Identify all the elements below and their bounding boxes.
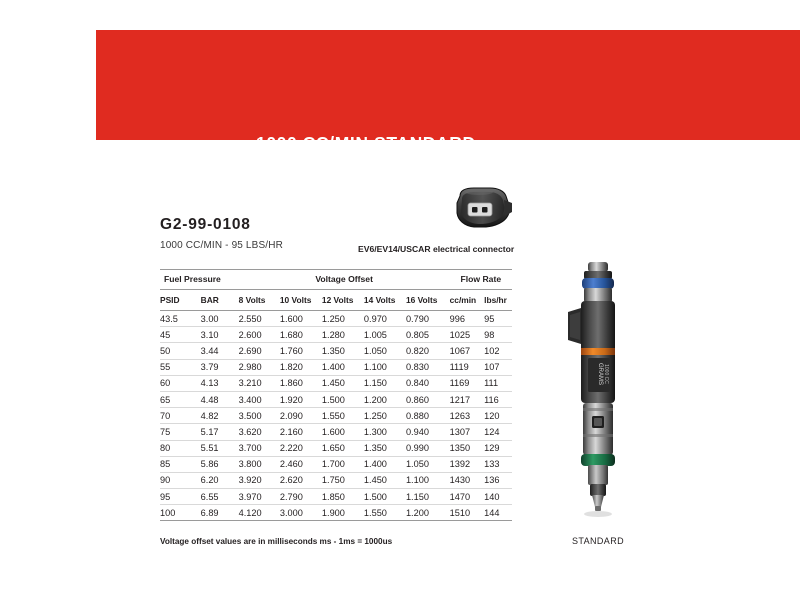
cell-bar: 4.48 — [199, 391, 239, 407]
cell-12v: 1.400 — [322, 359, 364, 375]
cell-lbshr: 129 — [484, 440, 512, 456]
cell-8v: 3.620 — [239, 424, 280, 440]
cell-ccmin: 1392 — [450, 456, 485, 472]
cell-psid: 85 — [160, 456, 199, 472]
cell-8v: 3.210 — [239, 375, 280, 391]
column-header-ccmin: cc/min — [450, 290, 485, 311]
cell-10v: 1.600 — [280, 311, 322, 327]
cell-psid: 95 — [160, 489, 199, 505]
table-row — [160, 391, 512, 407]
cell-10v: 1.760 — [280, 343, 322, 359]
cell-bar: 5.17 — [199, 424, 239, 440]
cell-8v: 3.800 — [239, 456, 280, 472]
cell-psid: 90 — [160, 472, 199, 488]
page-title: 1000 CC/MIN STANDARD — [256, 133, 476, 153]
cell-14v: 1.400 — [364, 456, 406, 472]
cell-ccmin: 1169 — [450, 375, 485, 391]
cell-bar: 5.86 — [199, 456, 239, 472]
cell-12v: 1.650 — [322, 440, 364, 456]
table-row — [160, 311, 512, 327]
connector-caption: EV6/EV14/USCAR electrical connector — [358, 244, 515, 254]
group-header-fuel-pressure: Fuel Pressure — [160, 270, 239, 290]
svg-text:GRAMS: GRAMS — [597, 362, 603, 386]
cell-bar: 3.10 — [199, 327, 239, 343]
cell-12v: 1.500 — [322, 391, 364, 407]
column-header-10v: 10 Volts — [280, 290, 322, 311]
cell-8v: 3.920 — [239, 472, 280, 488]
cell-10v: 1.820 — [280, 359, 322, 375]
cell-14v: 1.100 — [364, 359, 406, 375]
cell-16v: 0.820 — [406, 343, 450, 359]
cell-12v: 1.250 — [322, 311, 364, 327]
cell-ccmin: 1470 — [450, 489, 485, 505]
group-header-flow-rate: Flow Rate — [450, 270, 512, 290]
cell-12v: 1.850 — [322, 489, 364, 505]
cell-10v: 2.220 — [280, 440, 322, 456]
cell-lbshr: 98 — [484, 327, 512, 343]
spec-table — [160, 269, 512, 521]
cell-12v: 1.600 — [322, 424, 364, 440]
cell-14v: 0.970 — [364, 311, 406, 327]
cell-ccmin: 1067 — [450, 343, 485, 359]
cell-10v: 2.160 — [280, 424, 322, 440]
cell-8v: 3.970 — [239, 489, 280, 505]
cell-8v: 4.120 — [239, 505, 280, 521]
cell-lbshr: 116 — [484, 391, 512, 407]
table-row — [160, 505, 512, 521]
cell-lbshr: 140 — [484, 489, 512, 505]
cell-14v: 1.150 — [364, 375, 406, 391]
part-number: G2-99-0108 — [160, 216, 251, 233]
cell-16v: 0.940 — [406, 424, 450, 440]
cell-ccmin: 996 — [450, 311, 485, 327]
cell-10v: 1.680 — [280, 327, 322, 343]
cell-psid: 43.5 — [160, 311, 199, 327]
column-header-bar: BAR — [199, 290, 239, 311]
cell-ccmin: 1025 — [450, 327, 485, 343]
cell-ccmin: 1217 — [450, 391, 485, 407]
cell-8v: 2.550 — [239, 311, 280, 327]
cell-10v: 1.920 — [280, 391, 322, 407]
cell-14v: 1.300 — [364, 424, 406, 440]
cell-lbshr: 144 — [484, 505, 512, 521]
cell-14v: 1.250 — [364, 408, 406, 424]
cell-lbshr: 102 — [484, 343, 512, 359]
svg-text:1000 CC: 1000 CC — [603, 364, 609, 384]
cell-bar: 3.00 — [199, 311, 239, 327]
cell-16v: 0.860 — [406, 391, 450, 407]
cell-14v: 1.200 — [364, 391, 406, 407]
cell-8v: 3.500 — [239, 408, 280, 424]
cell-16v: 1.050 — [406, 456, 450, 472]
electrical-connector-icon — [448, 186, 514, 232]
column-header-16v: 16 Volts — [406, 290, 450, 311]
cell-ccmin: 1350 — [450, 440, 485, 456]
cell-16v: 1.100 — [406, 472, 450, 488]
cell-bar: 6.55 — [199, 489, 239, 505]
group-header-voltage-offset: Voltage Offset — [239, 270, 450, 290]
cell-lbshr: 124 — [484, 424, 512, 440]
cell-psid: 50 — [160, 343, 199, 359]
cell-ccmin: 1119 — [450, 359, 485, 375]
column-header-12v: 12 Volts — [322, 290, 364, 311]
column-header-lbshr: lbs/hr — [484, 290, 512, 311]
cell-10v: 1.860 — [280, 375, 322, 391]
spec-table-wrapper — [160, 269, 512, 521]
cell-10v: 3.000 — [280, 505, 322, 521]
cell-ccmin: 1430 — [450, 472, 485, 488]
cell-12v: 1.450 — [322, 375, 364, 391]
column-header-psid: PSID — [160, 290, 199, 311]
table-row — [160, 489, 512, 505]
cell-16v: 0.990 — [406, 440, 450, 456]
column-header-14v: 14 Volts — [364, 290, 406, 311]
cell-16v: 0.830 — [406, 359, 450, 375]
cell-psid: 75 — [160, 424, 199, 440]
table-row — [160, 359, 512, 375]
cell-12v: 1.350 — [322, 343, 364, 359]
table-row — [160, 408, 512, 424]
cell-bar: 6.20 — [199, 472, 239, 488]
table-row — [160, 375, 512, 391]
cell-8v: 2.690 — [239, 343, 280, 359]
cell-16v: 0.840 — [406, 375, 450, 391]
cell-bar: 4.13 — [199, 375, 239, 391]
cell-bar: 6.89 — [199, 505, 239, 521]
column-header-8v: 8 Volts — [239, 290, 280, 311]
header-banner — [96, 30, 800, 153]
cell-ccmin: 1510 — [450, 505, 485, 521]
cell-bar: 3.44 — [199, 343, 239, 359]
cell-psid: 60 — [160, 375, 199, 391]
cell-14v: 1.450 — [364, 472, 406, 488]
fuel-injector-icon — [548, 258, 648, 528]
cell-lbshr: 111 — [484, 375, 512, 391]
injector-caption: STANDARD — [571, 536, 625, 546]
cell-10v: 2.620 — [280, 472, 322, 488]
cell-psid: 80 — [160, 440, 199, 456]
table-row — [160, 327, 512, 343]
cell-14v: 1.005 — [364, 327, 406, 343]
cell-12v: 1.750 — [322, 472, 364, 488]
table-column-header-row — [160, 290, 512, 311]
cell-10v: 2.460 — [280, 456, 322, 472]
table-row — [160, 440, 512, 456]
cell-psid: 70 — [160, 408, 199, 424]
part-subtitle: 1000 CC/MIN - 95 LBS/HR — [160, 240, 283, 251]
table-row — [160, 424, 512, 440]
cell-14v: 1.050 — [364, 343, 406, 359]
cell-psid: 55 — [160, 359, 199, 375]
cell-bar: 3.79 — [199, 359, 239, 375]
cell-10v: 2.790 — [280, 489, 322, 505]
cell-bar: 4.82 — [199, 408, 239, 424]
cell-16v: 0.880 — [406, 408, 450, 424]
cell-10v: 2.090 — [280, 408, 322, 424]
cell-bar: 5.51 — [199, 440, 239, 456]
cell-lbshr: 133 — [484, 456, 512, 472]
cell-psid: 45 — [160, 327, 199, 343]
cell-ccmin: 1307 — [450, 424, 485, 440]
cell-12v: 1.900 — [322, 505, 364, 521]
cell-14v: 1.500 — [364, 489, 406, 505]
cell-12v: 1.280 — [322, 327, 364, 343]
cell-16v: 0.790 — [406, 311, 450, 327]
cell-ccmin: 1263 — [450, 408, 485, 424]
table-group-header-row — [160, 270, 512, 290]
table-row — [160, 456, 512, 472]
cell-8v: 3.400 — [239, 391, 280, 407]
table-row — [160, 343, 512, 359]
cell-8v: 2.600 — [239, 327, 280, 343]
cell-16v: 0.805 — [406, 327, 450, 343]
cell-psid: 65 — [160, 391, 199, 407]
table-footnote: Voltage offset values are in milliseconds ms - 1ms = 1000us — [160, 537, 393, 546]
table-row — [160, 472, 512, 488]
cell-8v: 2.980 — [239, 359, 280, 375]
cell-psid: 100 — [160, 505, 199, 521]
cell-8v: 3.700 — [239, 440, 280, 456]
cell-16v: 1.200 — [406, 505, 450, 521]
cell-12v: 1.700 — [322, 456, 364, 472]
cell-lbshr: 95 — [484, 311, 512, 327]
cell-16v: 1.150 — [406, 489, 450, 505]
cell-lbshr: 136 — [484, 472, 512, 488]
cell-14v: 1.350 — [364, 440, 406, 456]
cell-14v: 1.550 — [364, 505, 406, 521]
cell-lbshr: 120 — [484, 408, 512, 424]
cell-12v: 1.550 — [322, 408, 364, 424]
cell-lbshr: 107 — [484, 359, 512, 375]
